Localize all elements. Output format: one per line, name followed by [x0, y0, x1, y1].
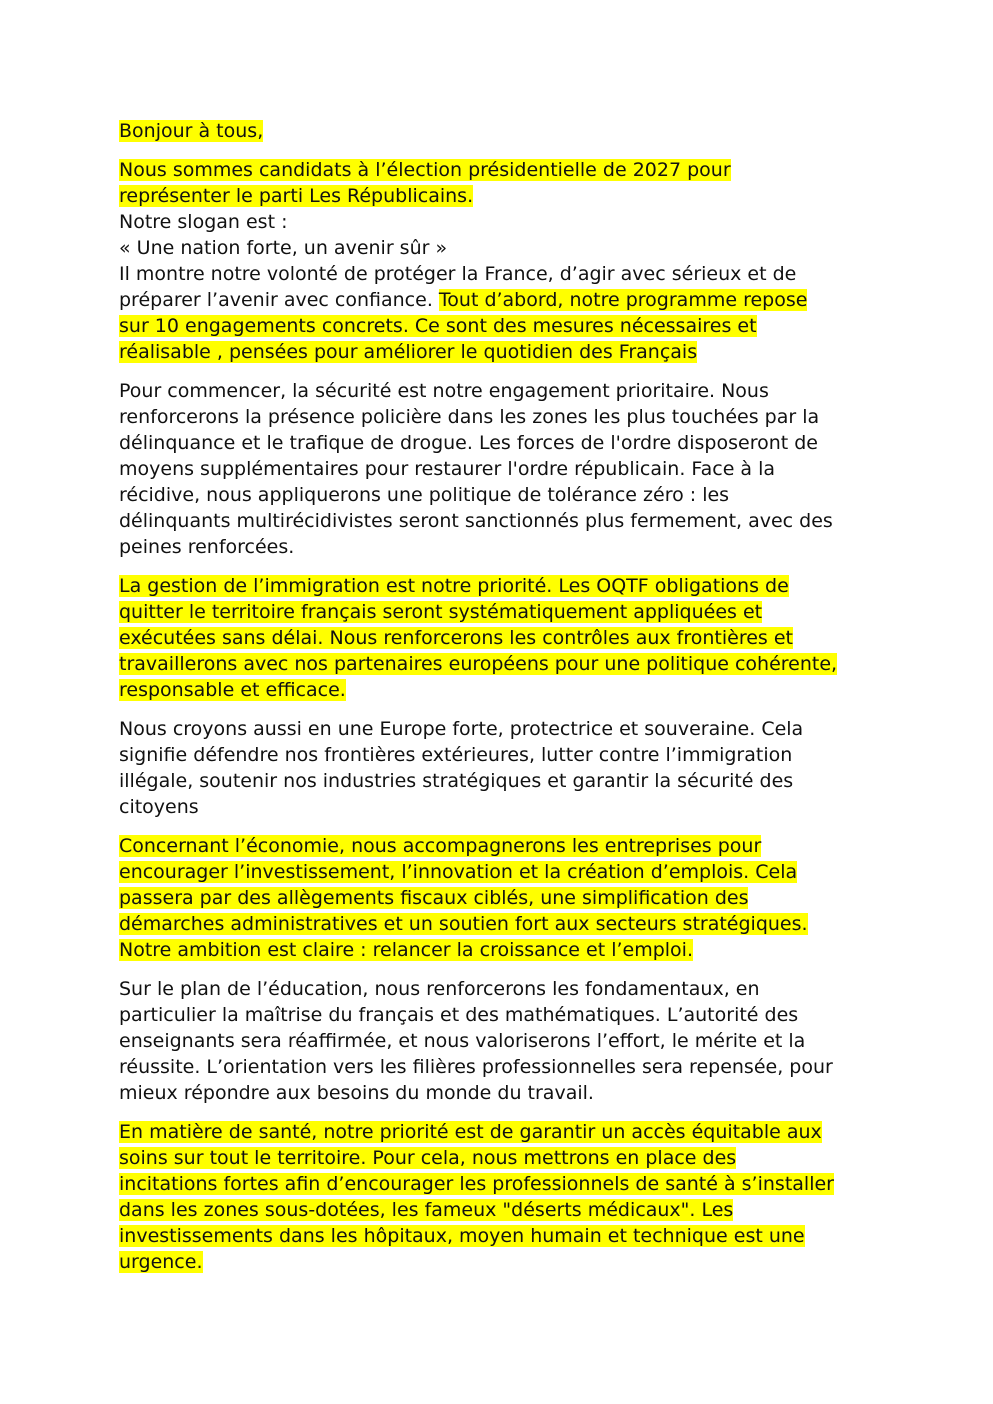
paragraph-line: récidive, nous appliquerons une politique de tolérance zéro : les: [119, 484, 730, 506]
paragraph-line: La gestion de l’immigration est notre priorité. Les OQTF obligations de: [119, 575, 789, 597]
paragraph-line: incitations fortes afin d’encourager les professionnels de santé à s’installer: [119, 1173, 834, 1195]
paragraph-line: illégale, soutenir nos industries stratégiques et garantir la sécurité des: [119, 770, 794, 792]
paragraph-line: délinquants multirécidivistes seront sanctionnés plus fermement, avec des: [119, 510, 833, 532]
paragraph-line: Notre ambition est claire : relancer la croissance et l’emploi.: [119, 939, 693, 961]
paragraph-line: Sur le plan de l’éducation, nous renforcerons les fondamentaux, en: [119, 978, 760, 1000]
intro-line: représenter le parti Les Républicains.: [119, 185, 474, 207]
paragraph-line: encourager l’investissement, l’innovation et la création d’emplois. Cela: [119, 861, 798, 883]
greeting-text: Bonjour à tous,: [119, 120, 264, 142]
paragraph-line: mieux répondre aux besoins du monde du travail.: [119, 1082, 594, 1104]
paragraph-line: soins sur tout le territoire. Pour cela, nous mettrons en place des: [119, 1147, 737, 1169]
education-paragraph: [119, 976, 879, 1106]
document-page: [119, 118, 879, 1275]
paragraph-line: délinquance et le trafique de drogue. Les forces de l'ordre disposeront de: [119, 432, 818, 454]
paragraph-line: peines renforcées.: [119, 536, 295, 558]
intro-line: sur 10 engagements concrets. Ce sont des mesures nécessaires et: [119, 315, 757, 337]
paragraph-line: quitter le territoire français seront systématiquement appliquées et: [119, 601, 763, 623]
economy-paragraph: [119, 833, 879, 963]
paragraph-line: investissements dans les hôpitaux, moyen humain et technique est une: [119, 1225, 805, 1247]
intro-line: Nous sommes candidats à l’élection présidentielle de 2027 pour: [119, 159, 731, 181]
paragraph-line: particulier la maîtrise du français et des mathématiques. L’autorité des: [119, 1004, 799, 1026]
paragraph-line: travaillerons avec nos partenaires européens pour une politique cohérente,: [119, 653, 838, 675]
paragraph-line: enseignants sera réaffirmée, et nous valoriserons l’effort, le mérite et la: [119, 1030, 806, 1052]
paragraph-line: En matière de santé, notre priorité est de garantir un accès équitable aux: [119, 1121, 822, 1143]
paragraph-line: Pour commencer, la sécurité est notre engagement prioritaire. Nous: [119, 380, 769, 402]
paragraph-line: dans les zones sous-dotées, les fameux "déserts médicaux". Les: [119, 1199, 734, 1221]
intro-line-highlight: Tout d’abord, notre programme repose: [438, 289, 808, 311]
slogan-label: Notre slogan est :: [119, 211, 288, 233]
security-paragraph: [119, 378, 879, 560]
paragraph-line: démarches administratives et un soutien fort aux secteurs stratégiques.: [119, 913, 808, 935]
paragraph-line: Nous croyons aussi en une Europe forte, protectrice et souveraine. Cela: [119, 718, 804, 740]
paragraph-line: moyens supplémentaires pour restaurer l'ordre républicain. Face à la: [119, 458, 776, 480]
europe-paragraph: [119, 716, 879, 820]
intro-line: Il montre notre volonté de protéger la France, d’agir avec sérieux et de: [119, 263, 797, 285]
intro-line: préparer l’avenir avec confiance.: [119, 289, 439, 311]
slogan-text: « Une nation forte, un avenir sûr »: [119, 237, 448, 259]
greeting-paragraph: [119, 118, 879, 144]
paragraph-line: exécutées sans délai. Nous renforcerons les contrôles aux frontières et: [119, 627, 793, 649]
paragraph-line: citoyens: [119, 796, 199, 818]
immigration-paragraph: [119, 573, 879, 703]
paragraph-line: signifie défendre nos frontières extérieures, lutter contre l’immigration: [119, 744, 793, 766]
health-paragraph: [119, 1119, 879, 1275]
paragraph-line: réussite. L’orientation vers les filières professionnelles sera repensée, pour: [119, 1056, 833, 1078]
intro-line: réalisable , pensées pour améliorer le quotidien des Français: [119, 341, 698, 363]
paragraph-line: Concernant l’économie, nous accompagnerons les entreprises pour: [119, 835, 762, 857]
paragraph-line: urgence.: [119, 1251, 203, 1273]
paragraph-line: passera par des allègements fiscaux ciblés, une simplification des: [119, 887, 749, 909]
paragraph-line: renforcerons la présence policière dans les zones les plus touchées par la: [119, 406, 820, 428]
intro-paragraph: [119, 157, 879, 365]
paragraph-line: responsable et efficace.: [119, 679, 346, 701]
